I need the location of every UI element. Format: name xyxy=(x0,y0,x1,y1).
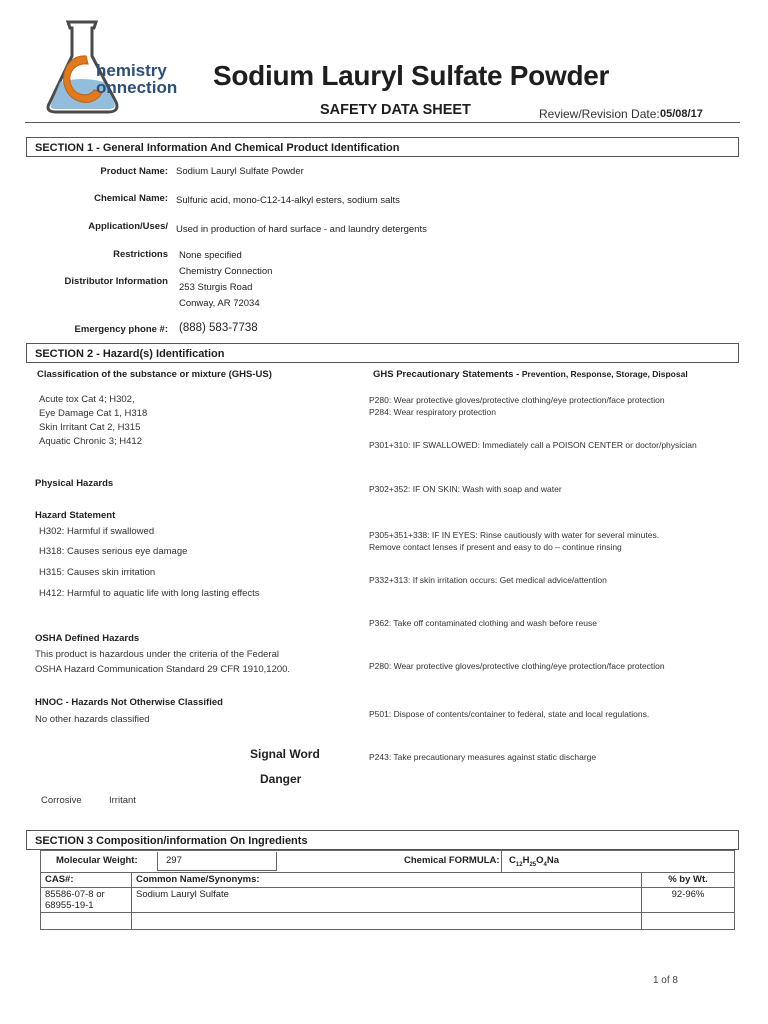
col-cas: CAS#: xyxy=(41,873,132,888)
formula-divider xyxy=(501,851,502,873)
mw-value-box xyxy=(157,852,277,871)
cell-pct: 92-96% xyxy=(642,888,735,913)
doc-type: SAFETY DATA SHEET xyxy=(320,102,471,118)
p-statement: P501: Dispose of contents/container to federal, state and local regulations. xyxy=(369,709,650,719)
table-row xyxy=(41,888,735,913)
logo-text-top: hemistry xyxy=(96,61,167,80)
classification-line: Eye Damage Cat 1, H318 xyxy=(39,408,148,419)
formula-label: Chemical FORMULA: xyxy=(404,855,500,866)
chemical-formula: $C_{12}H_{25}O_4Na$ xyxy=(509,855,560,868)
distributor-line: 253 Sturgis Road xyxy=(179,282,253,293)
osha-line: OSHA Hazard Communication Standard 29 CFR 1910,1200. xyxy=(35,664,291,675)
product-name: Sodium Lauryl Sulfate Powder xyxy=(176,166,304,177)
p-statement: P284: Wear respiratory protection xyxy=(369,407,496,417)
osha-heading: OSHA Defined Hazards xyxy=(35,633,140,644)
hazard-statement-heading: Hazard Statement xyxy=(35,510,116,521)
distributor-line: Conway, AR 72034 xyxy=(179,298,260,309)
restrictions-label: Restrictions xyxy=(113,249,168,260)
restrictions: None specified xyxy=(179,250,242,261)
page-number: 1 of 8 xyxy=(652,975,678,986)
precaution-heading-sub: Prevention, Response, Storage, Disposal xyxy=(521,369,688,379)
precaution-heading-main: GHS Precautionary Statements - xyxy=(373,369,520,380)
revision-date: 05/08/17 xyxy=(660,108,703,120)
hazard-statement: H412: Harmful to aquatic life with long lasting effects xyxy=(39,588,260,599)
distributor-line: Chemistry Connection xyxy=(179,266,273,277)
table-header-row xyxy=(41,873,735,888)
signal-word-label: Signal Word xyxy=(250,747,320,761)
classification-line: Acute tox Cat 4; H302, xyxy=(39,394,135,405)
chemical-name-label: Chemical Name: xyxy=(94,193,168,204)
logo-text-bottom: onnection xyxy=(96,78,178,97)
p-statement: P243: Take precautionary measures against static discharge xyxy=(369,752,597,762)
physical-hazards-heading: Physical Hazards xyxy=(35,478,114,489)
classification-line: Aquatic Chronic 3; H412 xyxy=(39,436,142,447)
p-statement: P280: Wear protective gloves/protective clothing/eye protection/face protection xyxy=(369,661,665,671)
molecular-weight-row xyxy=(40,850,735,872)
mw-value: 297 xyxy=(166,855,182,866)
signal-word: Danger xyxy=(260,772,302,786)
cell-name: Sodium Lauryl Sulfate xyxy=(132,888,642,913)
product-name-label: Product Name: xyxy=(100,166,168,177)
hnoc-text: No other hazards classified xyxy=(35,714,150,725)
pictogram-label-corrosive: Corrosive xyxy=(41,795,82,806)
section2-heading: SECTION 2 - Hazard(s) Identification xyxy=(26,343,739,363)
col-pct: % by Wt. xyxy=(642,873,735,888)
mw-label: Molecular Weight: xyxy=(56,855,138,866)
revision-label: Review/Revision Date: xyxy=(539,107,660,121)
pictogram-label-irritant: Irritant xyxy=(109,795,136,806)
osha-line: This product is hazardous under the criteria of the Federal xyxy=(35,649,279,660)
p-statement: P302+352: IF ON SKIN: Wash with soap and water xyxy=(369,484,562,494)
chemical-name: Sulfuric acid, mono-C12-14-alkyl esters, sodium salts xyxy=(176,195,400,206)
composition-table xyxy=(40,872,735,930)
precaution-heading xyxy=(373,369,688,380)
hazard-statement: H318: Causes serious eye damage xyxy=(39,546,188,557)
p-statement: P280: Wear protective gloves/protective clothing/eye protection/face protection xyxy=(369,395,665,405)
emergency-phone: (888) 583-7738 xyxy=(179,322,258,334)
hazard-statement: H302: Harmful if swallowed xyxy=(39,526,155,537)
p-statement: P301+310: IF SWALLOWED: Immediately call a POISON CENTER or doctor/physician xyxy=(369,440,697,450)
header-divider xyxy=(25,122,740,123)
p-statement: Remove contact lenses if present and easy to do – continue rinsing xyxy=(369,542,622,552)
company-logo xyxy=(38,18,188,118)
hazard-statement: H315: Causes skin irritation xyxy=(39,567,156,578)
p-statement: P305+351+338: IF IN EYES: Rinse cautiously with water for several minutes. xyxy=(369,530,660,540)
hnoc-heading: HNOC - Hazards Not Otherwise Classified xyxy=(35,697,223,708)
classification-heading: Classification of the substance or mixture (GHS-US) xyxy=(37,369,272,380)
emergency-label: Emergency phone #: xyxy=(74,324,168,335)
application-label: Application/Uses/ xyxy=(88,221,168,232)
cell-cas: 85586-07-8 or 68955-19-1 xyxy=(41,888,132,913)
section1-heading: SECTION 1 - General Information And Chemical Product Identification xyxy=(26,137,739,157)
col-name: Common Name/Synonyms: xyxy=(132,873,642,888)
section3-heading: SECTION 3 Composition/information On Ingredients xyxy=(26,830,739,850)
application: Used in production of hard surface - and laundry detergents xyxy=(176,224,427,235)
p-statement: P362: Take off contaminated clothing and wash before reuse xyxy=(369,618,597,628)
distributor-label: Distributor Information xyxy=(64,276,168,287)
table-row-empty xyxy=(41,913,735,930)
classification-line: Skin Irritant Cat 2, H315 xyxy=(39,422,141,433)
product-title: Sodium Lauryl Sulfate Powder xyxy=(213,60,610,91)
p-statement: P332+313: If skin irritation occurs: Get medical advice/attention xyxy=(369,575,607,585)
